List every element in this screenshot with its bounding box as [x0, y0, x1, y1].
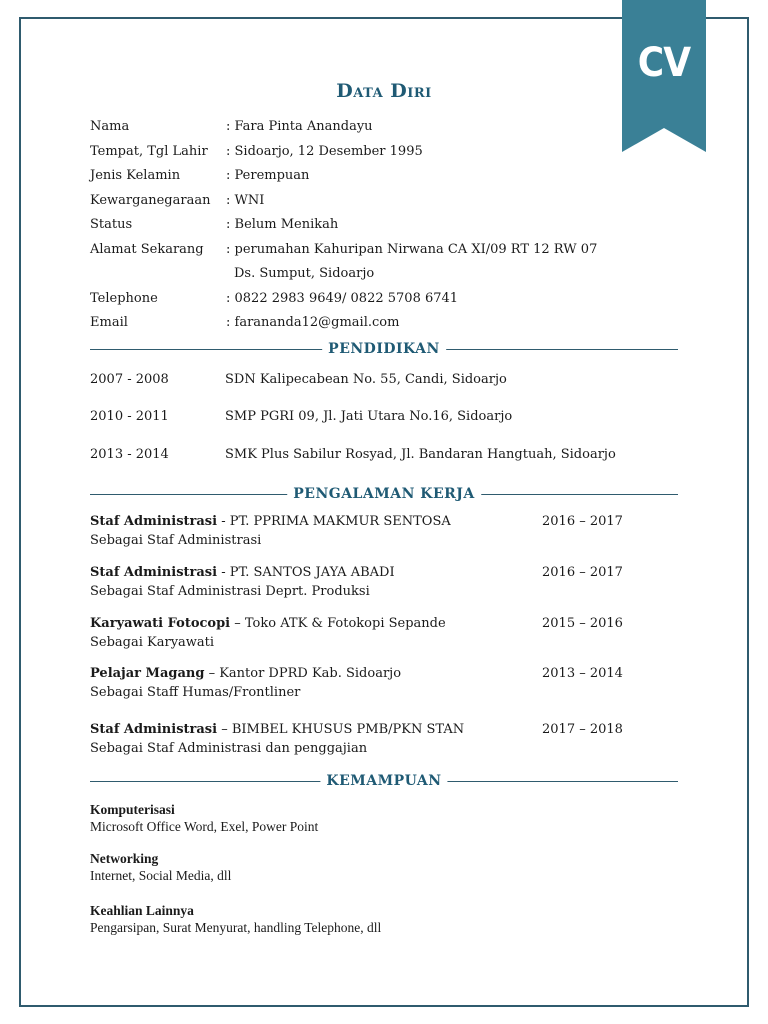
job-role: Staf Administrasi	[90, 565, 218, 580]
education-years: 2010 - 2011	[90, 409, 169, 424]
personal-label: Alamat Sekarang	[90, 242, 204, 257]
section-education	[90, 340, 678, 360]
personal-value: : Belum Menikah	[226, 217, 339, 232]
section-heading: KEMAMPUAN	[320, 772, 447, 790]
education-school: SMK Plus Sabilur Rosyad, Jl. Bandaran Hangtuah, Sidoarjo	[225, 447, 616, 462]
personal-value: : Fara Pinta Anandayu	[226, 119, 373, 134]
personal-label: Status	[90, 217, 133, 232]
education-years: 2013 - 2014	[90, 447, 169, 462]
personal-value: : perumahan Kahuripan Nirwana CA XI/09 RT 12 RW 07	[226, 242, 598, 257]
experience-item	[90, 664, 630, 702]
skill-detail: Internet, Social Media, dll	[90, 868, 232, 883]
skill-name: Komputerisasi	[90, 802, 175, 817]
section-heading: PENDIDIKAN	[322, 340, 446, 358]
skill-name: Keahlian Lainnya	[90, 903, 194, 918]
page-title: Data Diri	[336, 80, 432, 102]
skill-detail: Microsoft Office Word, Exel, Power Point	[90, 819, 319, 834]
skill-item	[90, 902, 381, 936]
job-company: – Toko ATK & Fotokopi Sepande	[230, 616, 446, 631]
personal-label: Tempat, Tgl Lahir	[90, 144, 208, 159]
personal-value-continued: Ds. Sumput, Sidoarjo	[234, 266, 375, 281]
experience-item	[90, 720, 630, 758]
experience-item	[90, 563, 630, 601]
ribbon-notch	[622, 128, 706, 152]
personal-value: : Sidoarjo, 12 Desember 1995	[226, 144, 423, 159]
personal-value: : WNI	[226, 193, 265, 208]
job-years: 2016 – 2017	[542, 565, 623, 580]
job-years: 2013 – 2014	[542, 666, 623, 681]
education-years: 2007 - 2008	[90, 372, 169, 387]
personal-value: : 0822 2983 9649/ 0822 5708 6741	[226, 291, 459, 306]
section-skills	[90, 772, 678, 792]
personal-label: Telephone	[90, 291, 158, 306]
cv-badge-label: CV	[637, 40, 691, 86]
personal-value: : Perempuan	[226, 168, 310, 183]
job-description: Sebagai Staff Humas/Frontliner	[90, 685, 301, 700]
personal-label: Kewarganegaraan	[90, 193, 211, 208]
personal-label: Jenis Kelamin	[90, 168, 181, 183]
job-company: - PT. SANTOS JAYA ABADI	[217, 565, 395, 580]
job-years: 2017 – 2018	[542, 722, 623, 737]
job-role: Staf Administrasi	[90, 722, 218, 737]
job-company: – Kantor DPRD Kab. Sidoarjo	[204, 666, 402, 681]
job-company: – BIMBEL KHUSUS PMB/PKN STAN	[217, 722, 465, 737]
section-experience	[90, 485, 678, 505]
skill-name: Networking	[90, 851, 159, 866]
job-role: Staf Administrasi	[90, 514, 218, 529]
skill-detail: Pengarsipan, Surat Menyurat, handling Telephone, dll	[90, 920, 382, 935]
skill-item	[90, 850, 231, 884]
personal-label: Nama	[90, 119, 130, 134]
job-description: Sebagai Karyawati	[90, 635, 215, 650]
job-company: - PT. PPRIMA MAKMUR SENTOSA	[217, 514, 451, 529]
job-years: 2016 – 2017	[542, 514, 623, 529]
section-heading: PENGALAMAN KERJA	[287, 485, 481, 503]
education-school: SDN Kalipecabean No. 55, Candi, Sidoarjo	[225, 372, 507, 387]
job-description: Sebagai Staf Administrasi Deprt. Produksi	[90, 584, 370, 599]
job-role: Karyawati Fotocopi	[90, 616, 231, 631]
skill-item	[90, 801, 318, 835]
experience-item	[90, 614, 630, 652]
education-school: SMP PGRI 09, Jl. Jati Utara No.16, Sidoarjo	[225, 409, 513, 424]
job-role: Pelajar Magang	[90, 666, 205, 681]
personal-value: : farananda12@gmail.com	[226, 315, 400, 330]
job-description: Sebagai Staf Administrasi	[90, 533, 262, 548]
personal-label: Email	[90, 315, 128, 330]
job-description: Sebagai Staf Administrasi dan penggajian	[90, 741, 368, 756]
job-years: 2015 – 2016	[542, 616, 623, 631]
experience-item	[90, 512, 630, 550]
